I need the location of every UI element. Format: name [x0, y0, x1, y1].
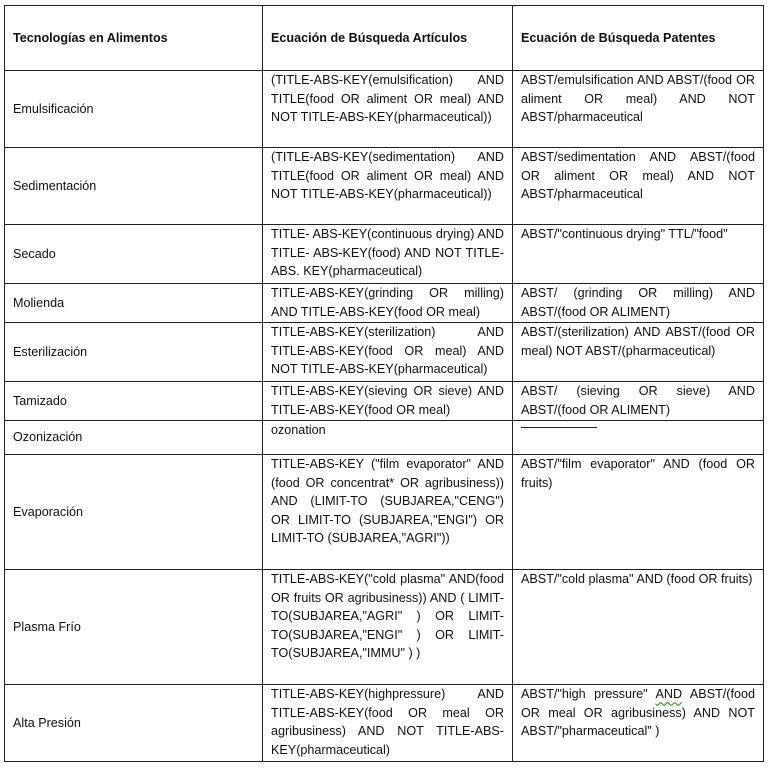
table-row: [5, 421, 764, 455]
table-row: [5, 570, 764, 685]
patent-equation: [513, 685, 764, 762]
patent-equation-part: ABST/(food OR meal OR agribusiness) AND NOT ABST/"pharmaceutical" ): [521, 687, 755, 738]
technology-name: Evaporación: [5, 455, 263, 570]
technology-name: Ozonización: [5, 421, 263, 455]
header-patent-equation: Ecuación de Búsqueda Patentes: [513, 6, 764, 71]
table-row: [5, 284, 764, 323]
patent-equation: ABST/"film evaporator" AND (food OR fruits): [513, 455, 764, 570]
table-row: [5, 323, 764, 382]
article-equation: TITLE-ABS-KEY ("film evaporator" AND (food OR concentrat* OR agribusiness)) AND (LIMIT-TO (SUBJAREA,"CENG") OR LIMIT-TO (SUBJAREA,"ENGI") OR LIMIT-TO (SUBJAREA,"AGRI")): [263, 455, 513, 570]
technology-name: Molienda: [5, 284, 263, 323]
empty-dash-line: [521, 427, 597, 428]
table-row: [5, 455, 764, 570]
table-row: [5, 225, 764, 284]
article-equation: ozonation: [263, 421, 513, 455]
article-equation: TITLE-ABS-KEY(highpressure) AND TITLE-ABS-KEY(food OR meal OR agribusiness) AND NOT TITLE-ABS-KEY(pharmaceutical): [263, 685, 513, 762]
patent-equation: ABST/(sterilization) AND ABST/(food OR meal) NOT ABST/(pharmaceutical): [513, 323, 764, 382]
article-equation: TITLE-ABS-KEY(sieving OR sieve) AND TITLE-ABS-KEY(food OR meal): [263, 382, 513, 421]
technology-name: Esterilización: [5, 323, 263, 382]
header-technologies: Tecnologías en Alimentos: [5, 6, 263, 71]
patent-equation-part: ABST/"high pressure": [521, 687, 656, 701]
table-row: [5, 148, 764, 225]
patent-equation: ABST/emulsification AND ABST/(food OR aliment OR meal) AND NOT ABST/pharmaceutical: [513, 71, 764, 148]
patent-equation: ABST/ (grinding OR milling) AND ABST/(food OR ALIMENT): [513, 284, 764, 323]
article-equation: TITLE- ABS-KEY(continuous drying) AND TITLE- ABS-KEY(food) AND NOT TITLE- ABS. KEY(pharmaceutical): [263, 225, 513, 284]
article-equation: TITLE-ABS-KEY(grinding OR milling) AND TITLE-ABS-KEY(food OR meal): [263, 284, 513, 323]
technology-name: Alta Presión: [5, 685, 263, 762]
article-equation: TITLE-ABS-KEY(sterilization) AND TITLE-ABS-KEY(food OR meal) AND NOT TITLE-ABS-KEY(pharmaceutical): [263, 323, 513, 382]
patent-equation: ABST/sedimentation AND ABST/(food OR aliment OR meal) AND NOT ABST/pharmaceutical: [513, 148, 764, 225]
patent-equation: [513, 421, 764, 455]
header-article-equation: Ecuación de Búsqueda Artículos: [263, 6, 513, 71]
technology-name: Secado: [5, 225, 263, 284]
technology-name: Plasma Frío: [5, 570, 263, 685]
table-row: [5, 71, 764, 148]
article-equation: (TITLE-ABS-KEY(emulsification) AND TITLE(food OR aliment OR meal) AND NOT TITLE-ABS-KEY(pharmaceutical)): [263, 71, 513, 148]
header-row: [5, 6, 764, 71]
table-row: [5, 382, 764, 421]
table-row: [5, 685, 764, 762]
spellcheck-underlined-word: AND: [655, 687, 683, 701]
technology-name: Emulsificación: [5, 71, 263, 148]
patent-equation: ABST/"continuous drying" TTL/"food": [513, 225, 764, 284]
search-equations-table: [4, 5, 764, 762]
patent-equation: ABST/ (sieving OR sieve) AND ABST/(food OR ALIMENT): [513, 382, 764, 421]
technology-name: Tamizado: [5, 382, 263, 421]
article-equation: TITLE-ABS-KEY("cold plasma" AND(food OR fruits OR agribusiness)) AND ( LIMIT-TO(SUBJAREA,"AGRI" ) OR LIMIT-TO(SUBJAREA,"ENGI" ) OR LIMIT-TO(SUBJAREA,"IMMU" ) ): [263, 570, 513, 685]
article-equation: (TITLE-ABS-KEY(sedimentation) AND TITLE(food OR aliment OR meal) AND NOT TITLE-ABS-KEY(pharmaceutical)): [263, 148, 513, 225]
technology-name: Sedimentación: [5, 148, 263, 225]
patent-equation: ABST/"cold plasma" AND (food OR fruits): [513, 570, 764, 685]
